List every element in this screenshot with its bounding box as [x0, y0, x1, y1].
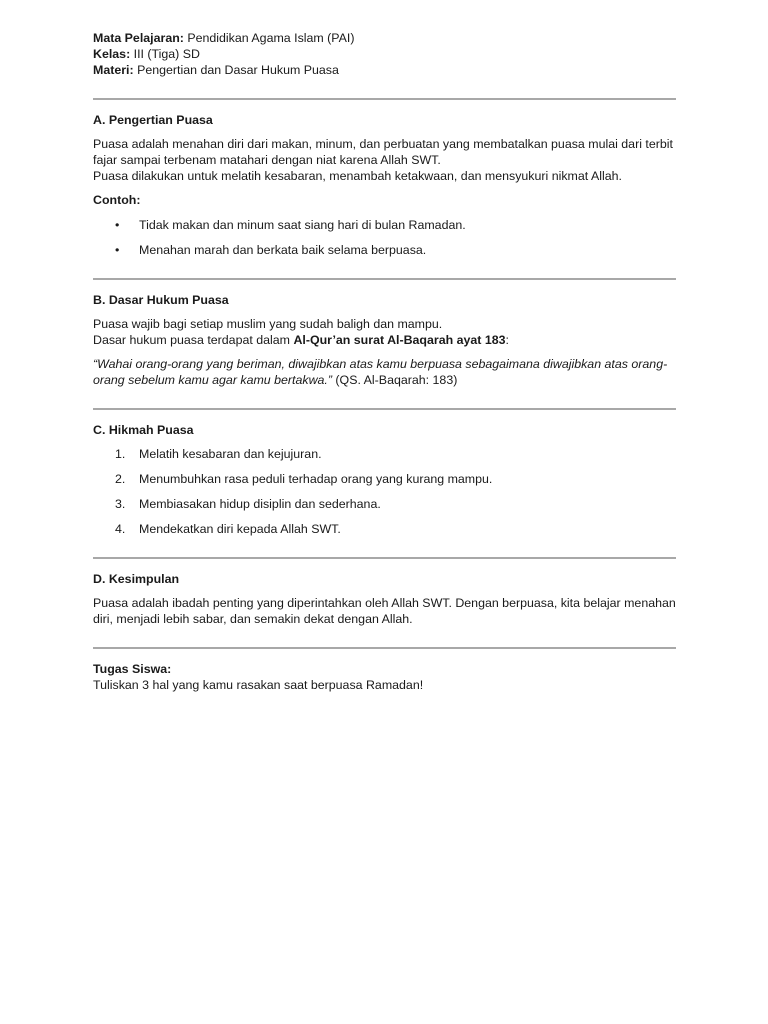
- section-d-para: Puasa adalah ibadah penting yang diperintahkan oleh Allah SWT. Dengan berpuasa, kita belajar menahan diri, menjadi lebih sabar, dan semakin dekat dengan Allah.: [93, 596, 676, 626]
- section-a-para1: Puasa adalah menahan diri dari makan, minum, dan perbuatan yang membatalkan puasa mulai dari terbit fajar sampai terbenam matahari dengan niat karena Allah SWT.: [93, 137, 673, 167]
- divider: [93, 278, 676, 280]
- quote-text: “Wahai orang-orang yang beriman, diwajibkan atas kamu berpuasa sebagaimana diwajibkan atas orang-orang sebelum kamu agar kamu bertakwa.”: [93, 357, 668, 387]
- section-b-line2-prefix: Dasar hukum puasa terdapat dalam: [93, 333, 294, 347]
- surah-reference: Al-Qur’an surat Al-Baqarah ayat 183: [293, 333, 506, 347]
- list-item-text: Menahan marah dan berkata baik selama berpuasa.: [139, 243, 427, 257]
- material-label: Materi:: [93, 63, 134, 77]
- section-c-title: C. Hikmah Puasa: [93, 423, 194, 437]
- document-content: [93, 30, 676, 693]
- list-number: 4.: [115, 522, 126, 536]
- divider: [93, 98, 676, 100]
- list-item: [93, 471, 676, 487]
- subject-value: Pendidikan Agama Islam (PAI): [183, 31, 355, 45]
- list-item-text: Menumbuhkan rasa peduli terhadap orang yang kurang mampu.: [139, 472, 493, 486]
- class-line: [93, 46, 676, 62]
- bullet-marker: •: [115, 218, 120, 232]
- subject-line: [93, 30, 676, 46]
- divider: [93, 557, 676, 559]
- list-number: 3.: [115, 497, 126, 511]
- material-line: [93, 62, 676, 78]
- list-item-text: Melatih kesabaran dan kejujuran.: [139, 447, 322, 461]
- divider: [93, 408, 676, 410]
- section-b-line1: Puasa wajib bagi setiap muslim yang sudah baligh dan mampu.: [93, 317, 443, 331]
- list-item: [93, 446, 676, 462]
- section-b-line2: [93, 332, 676, 348]
- divider: [93, 647, 676, 649]
- list-item-text: Mendekatkan diri kepada Allah SWT.: [139, 522, 341, 536]
- list-item-text: Membiasakan hidup disiplin dan sederhana.: [139, 497, 381, 511]
- list-item: [93, 217, 676, 233]
- list-item: [93, 242, 676, 258]
- section-b-title: B. Dasar Hukum Puasa: [93, 293, 229, 307]
- section-b-line2-suffix: :: [505, 333, 509, 347]
- example-label: Contoh:: [93, 193, 141, 207]
- section-a-para2: Puasa dilakukan untuk melatih kesabaran, menambah ketakwaan, dan mensyukuri nikmat Allah.: [93, 169, 622, 183]
- section-d-title: D. Kesimpulan: [93, 572, 180, 586]
- subject-label: Mata Pelajaran:: [93, 31, 184, 45]
- class-value: III (Tiga) SD: [130, 47, 200, 61]
- list-number: 1.: [115, 447, 126, 461]
- list-number: 2.: [115, 472, 126, 486]
- quran-quote: [93, 356, 676, 388]
- list-item: [93, 496, 676, 512]
- hikmah-list: [93, 446, 676, 537]
- bullet-marker: •: [115, 243, 120, 257]
- class-label: Kelas:: [93, 47, 131, 61]
- quote-citation: (QS. Al-Baqarah: 183): [331, 373, 458, 387]
- list-item: [93, 521, 676, 537]
- example-list: [93, 217, 676, 258]
- material-value: Pengertian dan Dasar Hukum Puasa: [133, 63, 339, 77]
- list-item-text: Tidak makan dan minum saat siang hari di bulan Ramadan.: [139, 218, 466, 232]
- document-header: [93, 30, 676, 78]
- task-label: Tugas Siswa:: [93, 662, 172, 676]
- section-a-title: A. Pengertian Puasa: [93, 113, 213, 127]
- task-text: Tuliskan 3 hal yang kamu rasakan saat berpuasa Ramadan!: [93, 678, 424, 692]
